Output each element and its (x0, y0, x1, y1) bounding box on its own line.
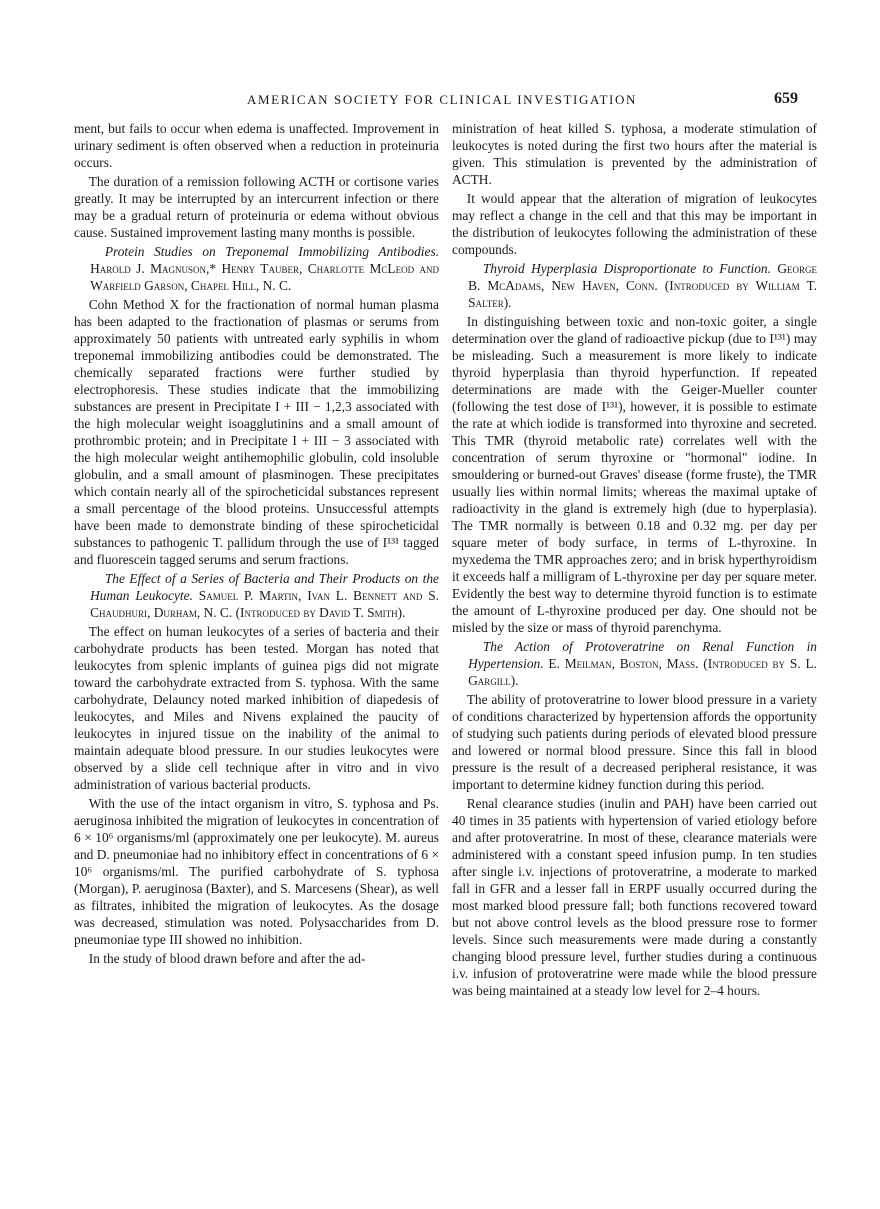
article-heading (74, 243, 439, 294)
article-title: The Action of Protoveratrine on Renal Function in Hypertension. (468, 639, 817, 671)
article-title: Thyroid Hyperplasia Disproportionate to Function. (482, 261, 771, 276)
article-authors: George B. McAdams, New Haven, Conn. (Introduced by William T. Salter). (468, 261, 817, 310)
article-authors: E. Meilman, Boston, Mass. (Introduced by S. L. Gargill). (468, 656, 817, 688)
article-heading (74, 570, 439, 621)
body-paragraph: In the study of blood drawn before and after the ad- (88, 951, 366, 966)
body-paragraph: The duration of a remission following ACTH or cortisone varies greatly. It may be interrupted by an intercurrent infection or there may be a gradual return of proteinuria or edema without obvious cause. Sustained improvement lasting many months is possible. (74, 174, 439, 240)
body-paragraph: Cohn Method X for the fractionation of normal human plasma has been adapted to the fractionation of plasmas or serums from approximately 50 patients with untreated early syphilis in whom treponemal immobilizing antibodies could be demonstrated. The chemically separated fractions were further studied by electrophoresis. These studies indicate that the immobilizing substances are present in Precipitate I + III − 1,2,3 associated with the high molecular weight isoagglutinins and a small amount of prothrombic protein; and in Precipitate I + III − 3 associated with the high molecular weight antihemophilic globulin, cold insoluble globulin, and a small amount of plasminogen. These precipitates which contain nearly all of the spirocheticidal substances represent a small percentage of the blood proteins. Unsuccessful attempts have been made to demonstrate binding of these spirocheticidal substances to pathogenic T. pallidum through the use of I¹³¹ tagged and fluorescein tagged serums and serum fractions. (74, 297, 439, 567)
article-heading (452, 638, 817, 689)
page-number: 659 (774, 90, 798, 107)
continued-paragraph: ministration of heat killed S. typhosa, a moderate stimulation of leukocytes is noted during the first two hours after the material is given. This stimulation is prevented by the administration of ACTH. (452, 121, 817, 187)
body-paragraph: The ability of protoveratrine to lower blood pressure in a variety of conditions characterized by hypertension affords the opportunity of studying such patients during periods of elevated blood pressure and lowered or normal blood pressure. Since this fall in blood pressure is the result of a decreased peripheral resistance, it was important to determine kidney function during this period. (452, 692, 817, 792)
article-title: The Effect of a Series of Bacteria and Their Products on the Human Leukocyte. (90, 571, 439, 603)
body-paragraph: It would appear that the alteration of migration of leukocytes may reflect a change in the cell and that this may be important in the distribution of leukocytes following the administration of these compounds. (452, 191, 817, 257)
right-column (452, 120, 817, 999)
left-column (74, 120, 439, 967)
continued-paragraph: ment, but fails to occur when edema is unaffected. Improvement in urinary sediment is often observed when a reduction in proteinuria occurs. (74, 121, 439, 170)
body-paragraph: Renal clearance studies (inulin and PAH) have been carried out 40 times in 35 patients with hypertension of varied etiology before and after protoveratrine. In most of these, clearance materials were administered with a constant speed infusion pump. In ten studies after single i.v. injections of protoveratrine, a moderate to marked fall in GFR and a lesser fall in ERPF usually occurred during the most marked blood pressure fall; both functions recovered toward but not above control levels as the blood pressure rose to former levels. Since such measurements were made during a constantly changing blood pressure level, further studies during a continuous i.v. infusion of protoveratrine were made while the blood pressure was being maintained at a steady low level for 2–4 hours. (452, 796, 817, 998)
article-title: Protein Studies on Treponemal Immobilizing Antibodies. (104, 244, 439, 259)
article-authors: Harold J. Magnuson,* Henry Tauber, Charlotte McLeod and Warfield Garson, Chapel Hill, N. C. (90, 261, 439, 293)
body-paragraph: In distinguishing between toxic and non-toxic goiter, a single determination over the gland of radioactive pickup (due to I¹³¹) may be misleading. Such a measurement is more likely to indicate thyroid hyperplasia than thyroid hyperfunction. If repeated determinations are made with the Geiger-Mueller counter (following the test dose of I¹³¹), however, it is possible to estimate the rate at which iodide is transformed into thyroxine and secreted. This TMR (thyroid metabolic rate) correlates well with the concentration of serum thyroxine or "hormonal" iodine. In smouldering or burned-out Graves' disease (forme fruste), the TMR usually lies within normal limits; whereas the maximal uptake of radioactivity in the gland is extremely high (due to hyperplasia). The TMR normally is between 0.18 and 0.32 mg. per day per square meter of body surface, in terms of L-thyroxine. In myxedema the TMR approaches zero; and in brisk hyperthyroidism it exceeds half a milligram of L-thyroxine per day per square meter. Evidently the best way to determine thyroid function is to estimate the amount of L-thyroxine produced per day. One should not be misled by the size or mass of thyroid parenchyma. (452, 314, 817, 635)
body-paragraph: With the use of the intact organism in vitro, S. typhosa and Ps. aeruginosa inhibited the migration of leukocytes in concentration of 6 × 10⁶ organisms/ml (approximately one per leukocyte). M. aureus and D. pneumoniae had no inhibitory effect in concentrations of 6 × 10⁶ organisms/ml. The purified carbohydrate of S. typhosa (Morgan), P. aeruginosa (Baxter), and S. Marcesens (Shear), as well as filtrates, inhibited the migration of leukocytes. As the dosage was decreased, stimulation was noted. Polysaccharides from D. pneumoniae type III showed no inhibition. (74, 796, 439, 947)
article-heading (452, 260, 817, 311)
body-paragraph: The effect on human leukocytes of a series of bacteria and their carbohydrate products has been tested. Morgan has noted that leukocytes from splenic implants of guinea pigs did not migrate toward the carbohydrate extracted from S. typhosa. With the same carbohydrate, Delauncy noted marked inhibition of diapedesis of leukocytes, and Miles and Nivens explained the paucity of leukocytes in injured tissue on the inability of the animal to maintain adequate blood pressure. In our studies leukocytes were observed by a slide cell technique after in vitro and in vivo administration of various bacterial products. (74, 624, 439, 792)
running-head: AMERICAN SOCIETY FOR CLINICAL INVESTIGATION (247, 92, 637, 107)
article-authors: Samuel P. Martin, Ivan L. Bennett and S. Chaudhuri, Durham, N. C. (Introduced by David T. Smith). (90, 588, 439, 620)
